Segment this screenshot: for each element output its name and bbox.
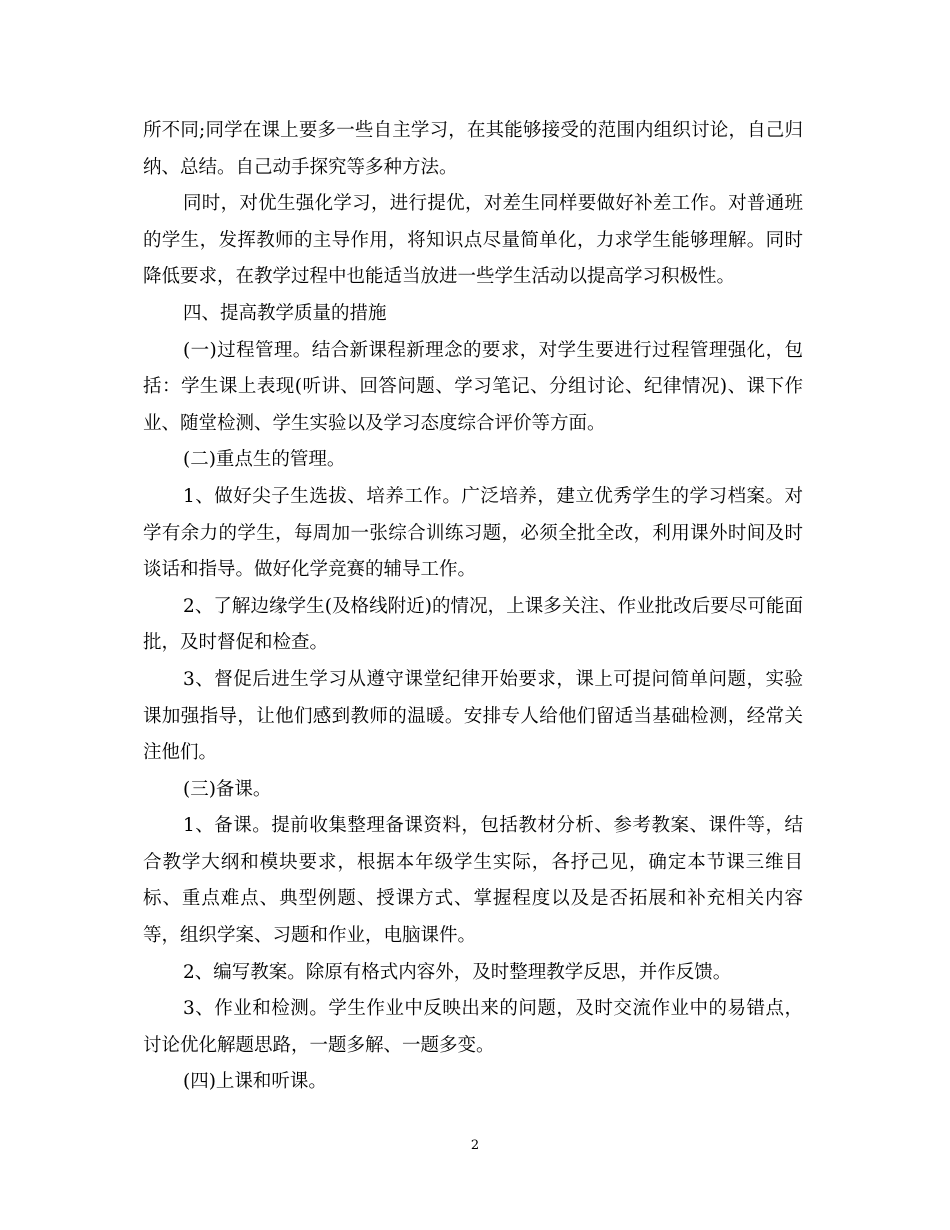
page-number: 2: [470, 1138, 480, 1153]
paragraph: 四、提高教学质量的措施: [183, 302, 387, 324]
paragraph: 2、了解边缘学生(及格线附近)的情况，上课多关注、作业批改后要尽可能面批，及时督促和检查。: [143, 595, 803, 654]
paragraph: 3、作业和检测。学生作业中反映出来的问题，及时交流作业中的易错点，讨论优化解题思路，一题多解、一题多变。: [143, 998, 803, 1056]
paragraph: 所不同;同学在课上要多一些自主学习，在其能够接受的范围内组织讨论，自己归纳、总结。自己动手探究等多种方法。: [143, 120, 803, 178]
paragraph: 2、编写教案。除原有格式内容外，及时整理教学反思，并作反馈。: [183, 961, 732, 983]
document-body: [143, 113, 803, 1101]
paragraph: 1、备课。提前收集整理备课资料，包括教材分析、参考教案、课件等，结合教学大纲和模块要求，根据本年级学生实际，各抒己见，确定本节课三维目标、重点难点、典型例题、授课方式、掌握程度以及是否拓展和补充相关内容等，组织学案、习题和作业，电脑课件。: [143, 815, 803, 947]
paragraph: 3、督促后进生学习从遵守课堂纪律开始要求，课上可提问简单问题，实验课加强指导，让他们感到教师的温暖。安排专人给他们留适当基础检测，经常关注他们。: [143, 668, 803, 764]
paragraph: (二)重点生的管理。: [183, 449, 346, 471]
paragraph: 同时，对优生强化学习，进行提优，对差生同样要做好补差工作。对普通班的学生，发挥教师的主导作用，将知识点尽量简单化，力求学生能够理解。同时降低要求，在教学过程中也能适当放进一些学生活动以提高学习积极性。: [143, 193, 803, 288]
paragraph: (四)上课和听课。: [183, 1071, 327, 1093]
paragraph: (一)过程管理。结合新课程新理念的要求，对学生要进行过程管理强化，包括：学生课上表现(听讲、回答问题、学习笔记、分组讨论、纪律情况)、课下作业、随堂检测、学生实验以及学习态度综合评价等方面。: [143, 339, 803, 434]
paragraph: 1、做好尖子生选拔、培养工作。广泛培养，建立优秀学生的学习档案。对学有余力的学生，每周加一张综合训练习题，必须全批全改，利用课外时间及时谈话和指导。做好化学竞赛的辅导工作。: [143, 485, 803, 581]
paragraph: (三)备课。: [183, 778, 272, 800]
